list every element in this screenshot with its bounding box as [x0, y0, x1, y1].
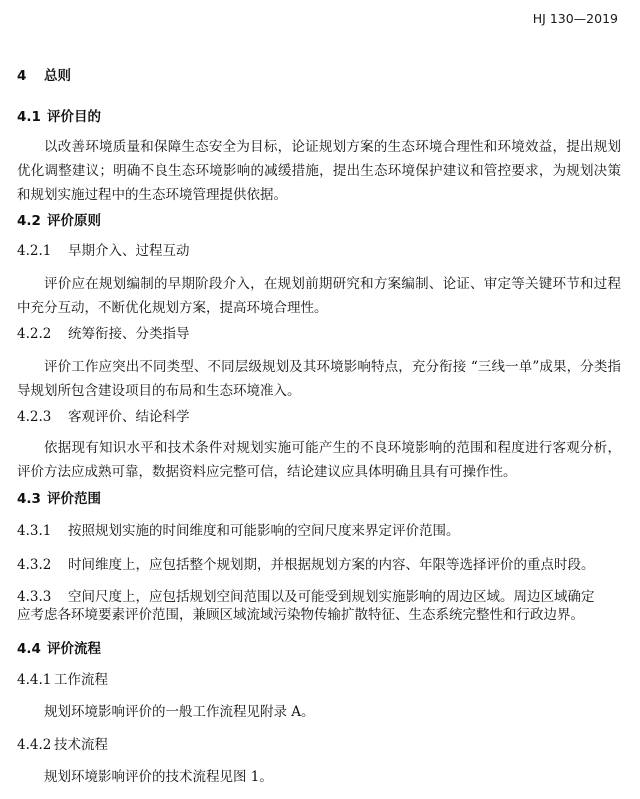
section-number: 4.2 — [17, 213, 41, 229]
section-number: 4.4.1 — [17, 672, 52, 688]
section-title: 早期介入、过程互动 — [68, 243, 190, 259]
section-4-1-body: 以改善环境质量和保障生态安全为目标，论证规划方案的生态环境合理性和环境效益，提出规划优化调整建议；明确不良生态环境影响的减缓措施，提出生态环境保护建议和管控要求，为规划决策和规划实施过程中的生态环境管理提供依据。 — [17, 139, 621, 203]
clause-number: 4.3.3 — [17, 589, 52, 605]
section-title: 客观评价、结论科学 — [68, 409, 190, 425]
section-4-2-3-heading — [17, 405, 620, 429]
section-4-2-2-heading — [17, 322, 620, 346]
section-4-4-2-body: 规划环境影响评价的技术流程见图 1。 — [44, 769, 273, 785]
section-4-2-1-heading — [17, 239, 620, 263]
section-title: 统筹衔接、分类指导 — [68, 326, 190, 342]
clause-number: 4.3.2 — [17, 557, 52, 573]
section-4-3-1 — [17, 519, 620, 543]
section-title: 评价流程 — [47, 641, 101, 657]
section-4-3-3-continued — [17, 603, 620, 627]
section-number: 4.2.3 — [17, 409, 52, 425]
section-title: 技术流程 — [54, 737, 108, 753]
section-4-2-2-body: 评价工作应突出不同类型、不同层级规划及其环境影响特点，充分衔接 “三线一单”成果，分类指导规划所包含建设项目的布局和生态环境准入。 — [17, 359, 621, 399]
section-number: 4.3 — [17, 491, 41, 507]
section-title: 评价范围 — [47, 491, 101, 507]
section-title: 工作流程 — [54, 672, 108, 688]
chapter-title: 总则 — [44, 68, 71, 84]
section-4-3-heading — [17, 487, 620, 511]
section-number: 4.2.1 — [17, 243, 52, 259]
section-number: 4.4.2 — [17, 737, 52, 753]
clause-text-line1: 空间尺度上，应包括规划空间范围以及可能受到规划实施影响的周边区域。周边区域确定 — [68, 589, 595, 605]
section-4-2-heading — [17, 209, 620, 233]
standard-code: HJ 130—2019 — [532, 11, 618, 26]
clause-text: 按照规划实施的时间维度和可能影响的空间尺度来界定评价范围。 — [68, 523, 460, 539]
section-4-3-2 — [17, 553, 620, 577]
section-number: 4.2.2 — [17, 326, 52, 342]
section-4-2-3-body: 依据现有知识水平和技术条件对规划实施可能产生的不良环境影响的范围和程度进行客观分析，评价方法应成熟可靠，数据资料应完整可信，结论建议应具体明确且具有可操作性。 — [17, 440, 621, 480]
clause-text-line2: 应考虑各环境要素评价范围，兼顾区域流域污染物传输扩散特征、生态系统完整性和行政边界。 — [17, 607, 584, 623]
section-title: 评价原则 — [47, 213, 101, 229]
section-4-4-2-heading — [17, 733, 620, 757]
section-4-4-heading — [17, 637, 620, 661]
section-4-1-heading — [17, 105, 620, 129]
section-4-2-1-body: 评价应在规划编制的早期阶段介入，在规划前期研究和方案编制、论证、审定等关键环节和过程中充分互动，不断优化规划方案，提高环境合理性。 — [17, 276, 621, 316]
section-number: 4.4 — [17, 641, 41, 657]
clause-text: 时间维度上，应包括整个规划期，并根据规划方案的内容、年限等选择评价的重点时段。 — [68, 557, 595, 573]
section-number: 4.1 — [17, 109, 41, 125]
section-4-4-1-body: 规划环境影响评价的一般工作流程见附录 A。 — [44, 704, 315, 720]
section-title: 评价目的 — [47, 109, 101, 125]
clause-number: 4.3.1 — [17, 523, 52, 539]
chapter-heading — [17, 64, 620, 88]
chapter-number: 4 — [17, 68, 27, 84]
section-4-4-1-heading — [17, 668, 620, 692]
